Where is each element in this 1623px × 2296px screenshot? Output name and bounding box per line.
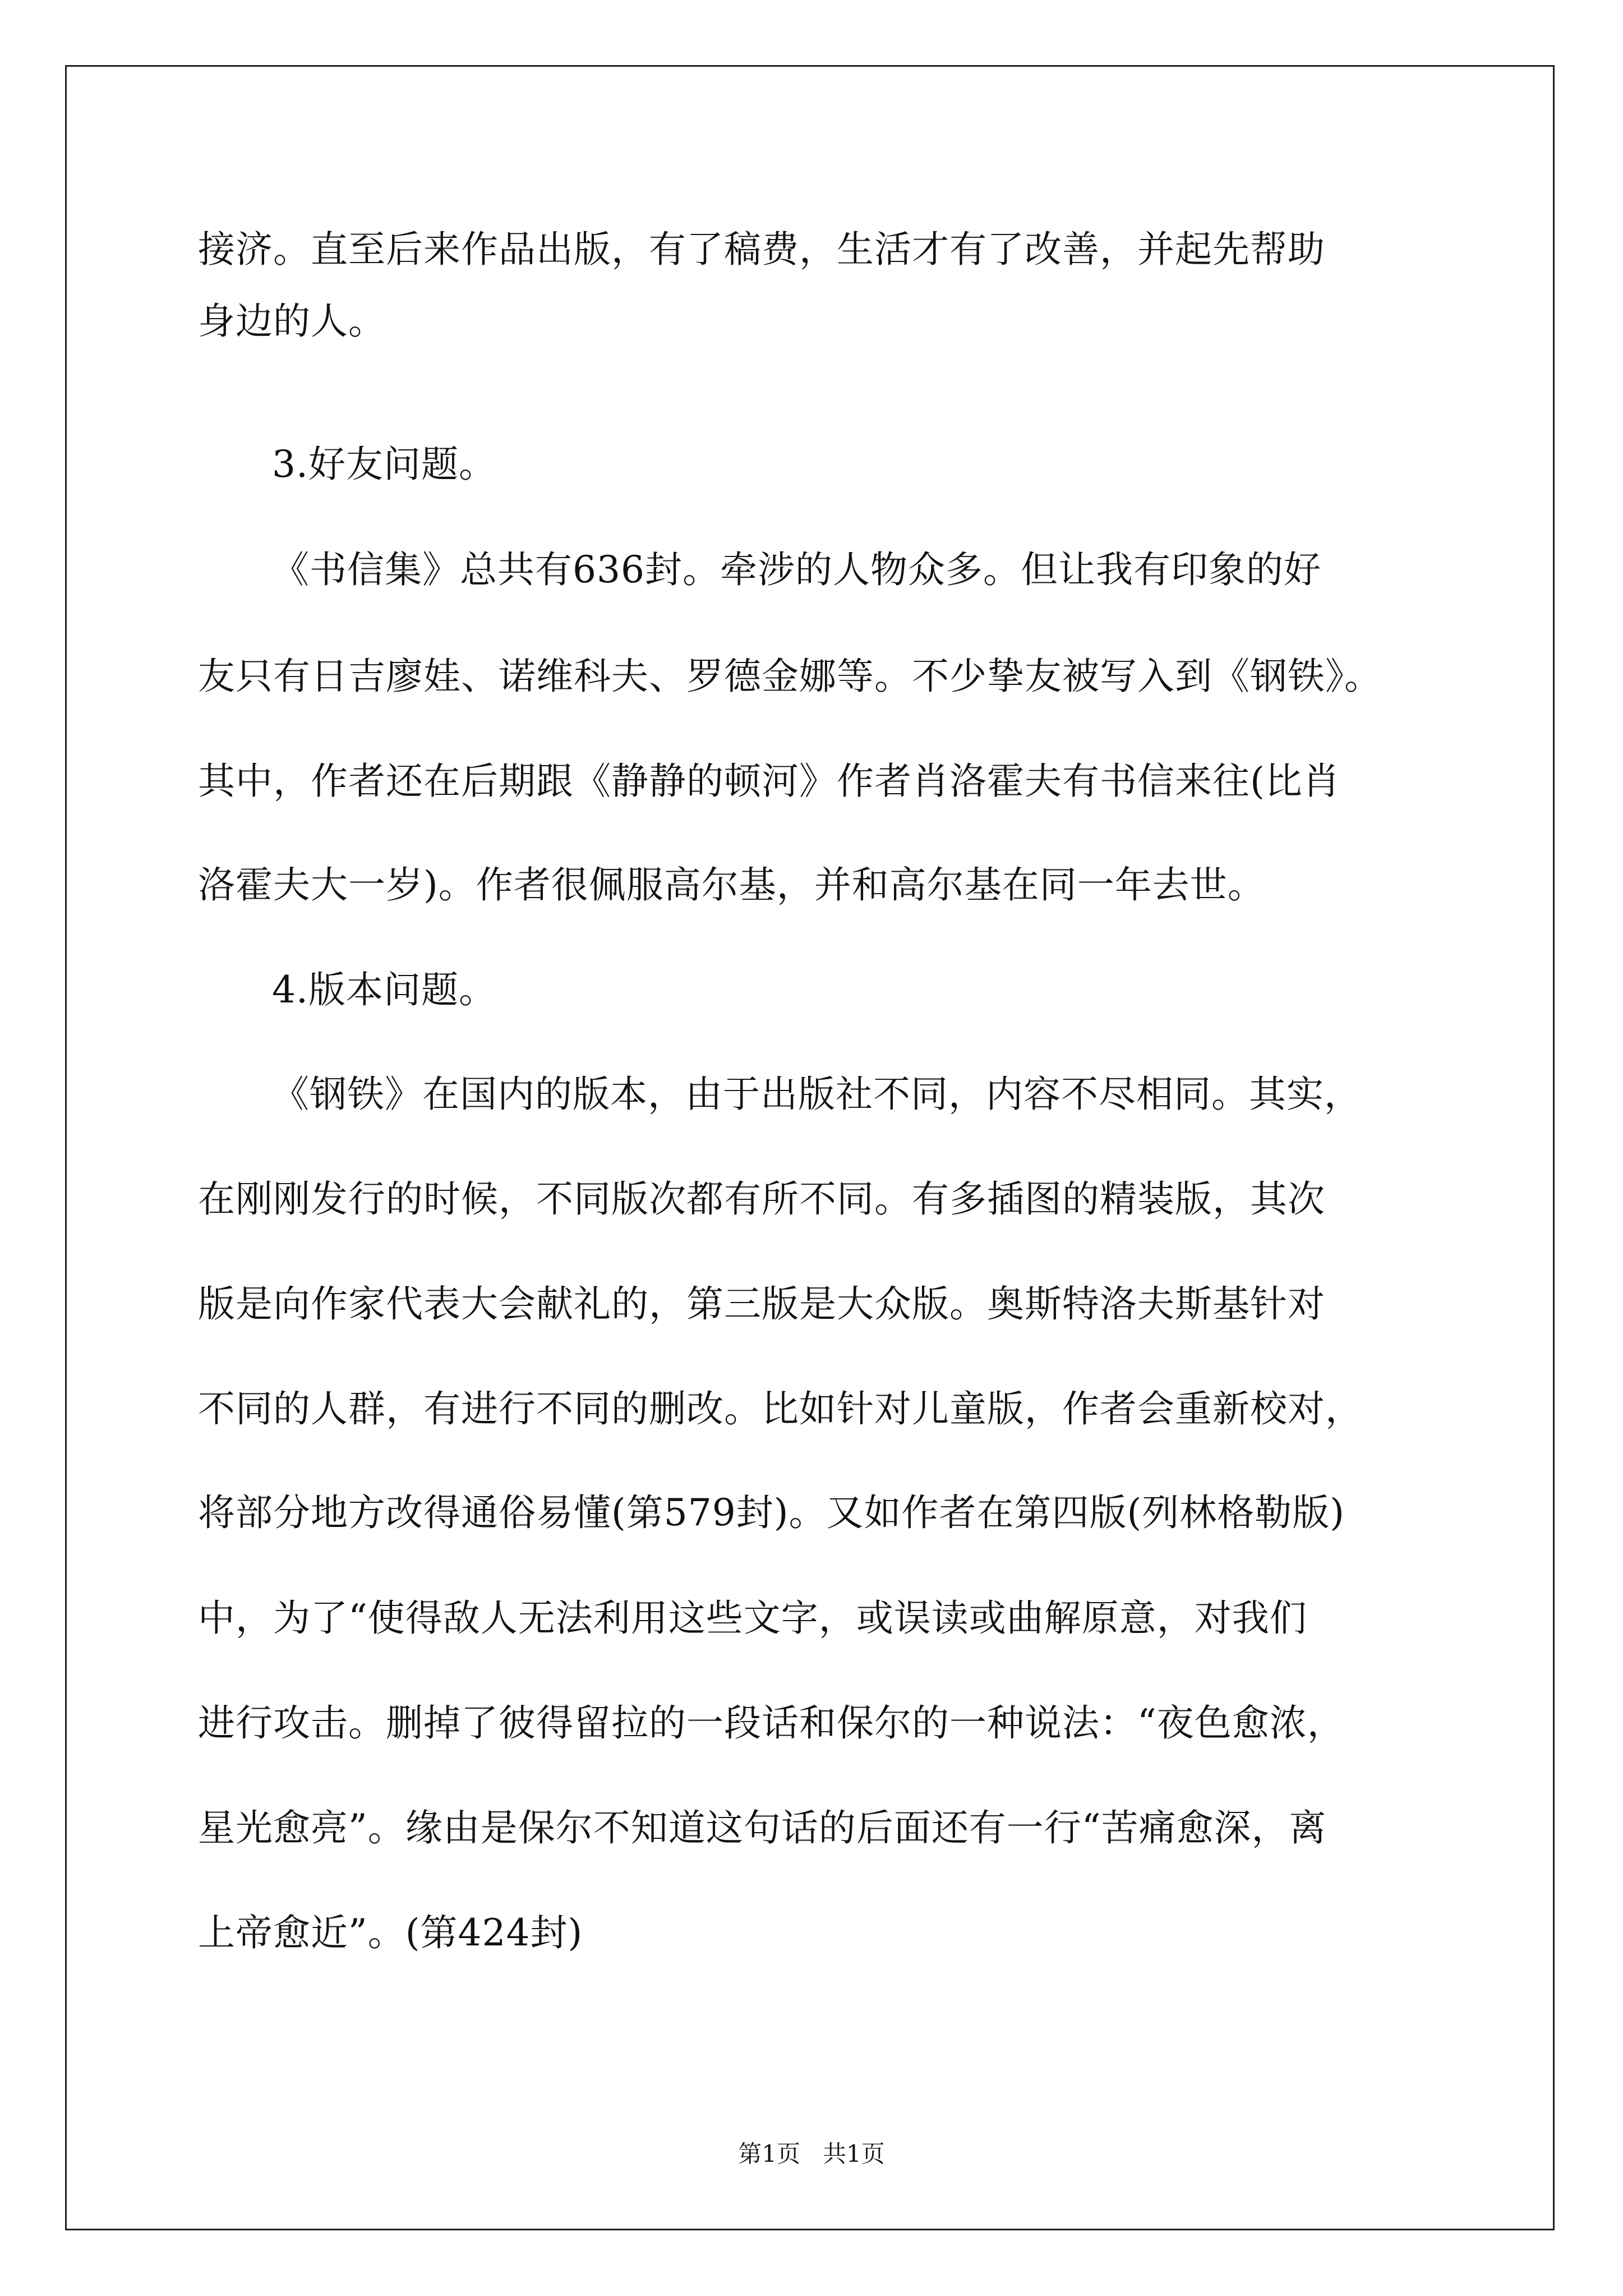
paragraph-line: 《钢铁》在国内的版本，由于出版社不同，内容不尽相同。其实，: [272, 1073, 1362, 1116]
paragraph-line: 洛霍夫大一岁)。作者很佩服高尔基，并和高尔基在同一年去世。: [198, 863, 1265, 907]
paragraph-line: 身边的人。: [198, 300, 386, 343]
section-heading: 3.好友问题。: [272, 443, 496, 486]
page-footer: 第1页 共1页: [738, 2140, 885, 2168]
paragraph-line: 其中，作者还在后期跟《静静的顿河》作者肖洛霍夫有书信来往(比肖: [198, 760, 1340, 803]
paragraph-line: 进行攻击。删掉了彼得留拉的一段话和保尔的一种说法：“夜色愈浓，: [198, 1701, 1345, 1745]
paragraph-line: 版是向作家代表大会献礼的，第三版是大众版。奥斯特洛夫斯基针对: [198, 1282, 1325, 1326]
section-heading: 4.版本问题。: [272, 968, 496, 1011]
paragraph-line: 《书信集》总共有636封。牵涉的人物众多。但让我有印象的好: [272, 548, 1321, 591]
paragraph-line: 不同的人群，有进行不同的删改。比如针对儿童版，作者会重新校对，: [198, 1387, 1363, 1430]
paragraph-line: 在刚刚发行的时候，不同版次都有所不同。有多插图的精装版，其次: [198, 1177, 1325, 1221]
paragraph-line: 上帝愈近”。(第424封): [198, 1911, 583, 1954]
paragraph-line: 友只有日吉廖娃、诺维科夫、罗德金娜等。不少挚友被写入到《钢铁》。: [198, 655, 1382, 698]
page-border: [65, 65, 1555, 2230]
paragraph-line: 星光愈亮”。缘由是保尔不知道这句话的后面还有一行“苦痛愈深，离: [198, 1806, 1327, 1849]
paragraph-line: 将部分地方改得通俗易懂(第579封)。又如作者在第四版(列林格勒版): [198, 1491, 1345, 1534]
paragraph-line: 中，为了“使得敌人无法利用这些文字，或误读或曲解原意，对我们: [198, 1596, 1307, 1640]
paragraph-line: 接济。直至后来作品出版，有了稿费，生活才有了改善，并起先帮助: [198, 228, 1325, 271]
